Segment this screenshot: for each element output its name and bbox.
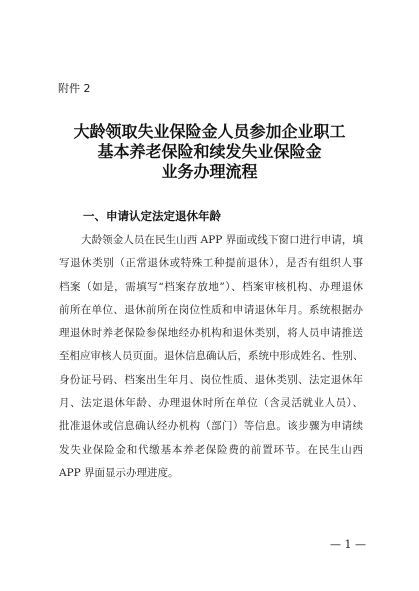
attachment-label: 附件 2 [58, 82, 91, 95]
page-number: — 1 — [330, 538, 366, 551]
body-line: APP 界面显示办理进度。 [59, 466, 179, 479]
body-line: 批准退休或信息确认经办机构（部门）等信息。该步骤为申请续 [59, 420, 363, 433]
title-line: 大龄领取失业保险金人员参加企业职工 [73, 122, 346, 141]
body-line: 前所在单位、退休前所在岗位性质和申请退休年月。系统根据办 [59, 303, 363, 316]
document-title [40, 122, 379, 182]
body-line: 理退休时养老保险参保地经办机构和退休类别，将人员申请推送 [59, 327, 363, 340]
body-line: 身份证号码、档案出生年月、岗位性质、退休类别、法定退休年 [59, 373, 363, 386]
body-line: 写退休类别（正常退休或特殊工种提前退休），是否有组织人事 [59, 257, 363, 270]
body-line: 发失业保险金和代缴基本养老保险费的前置环节。在民生山西 [59, 443, 363, 456]
body-line: 档案（如是，需填写“档案存放地”）、档案审核机构、办理退休 [59, 280, 363, 293]
title-line: 业务办理流程 [161, 162, 258, 181]
section-heading: 一、申请认定法定退休年龄 [83, 209, 221, 223]
body-paragraph [59, 229, 363, 485]
body-line: 月、法定退休年龄、办理退休时所在单位（含灵活就业人员）、 [59, 397, 363, 410]
body-line: 至相应审核人员页面。退休信息确认后，系统中形成姓名、性别、 [59, 350, 363, 363]
title-line: 基本养老保险和续发失业保险金 [97, 142, 322, 161]
body-line: 大龄领金人员在民生山西 APP 界面或线下窗口进行申请，填 [81, 234, 363, 246]
